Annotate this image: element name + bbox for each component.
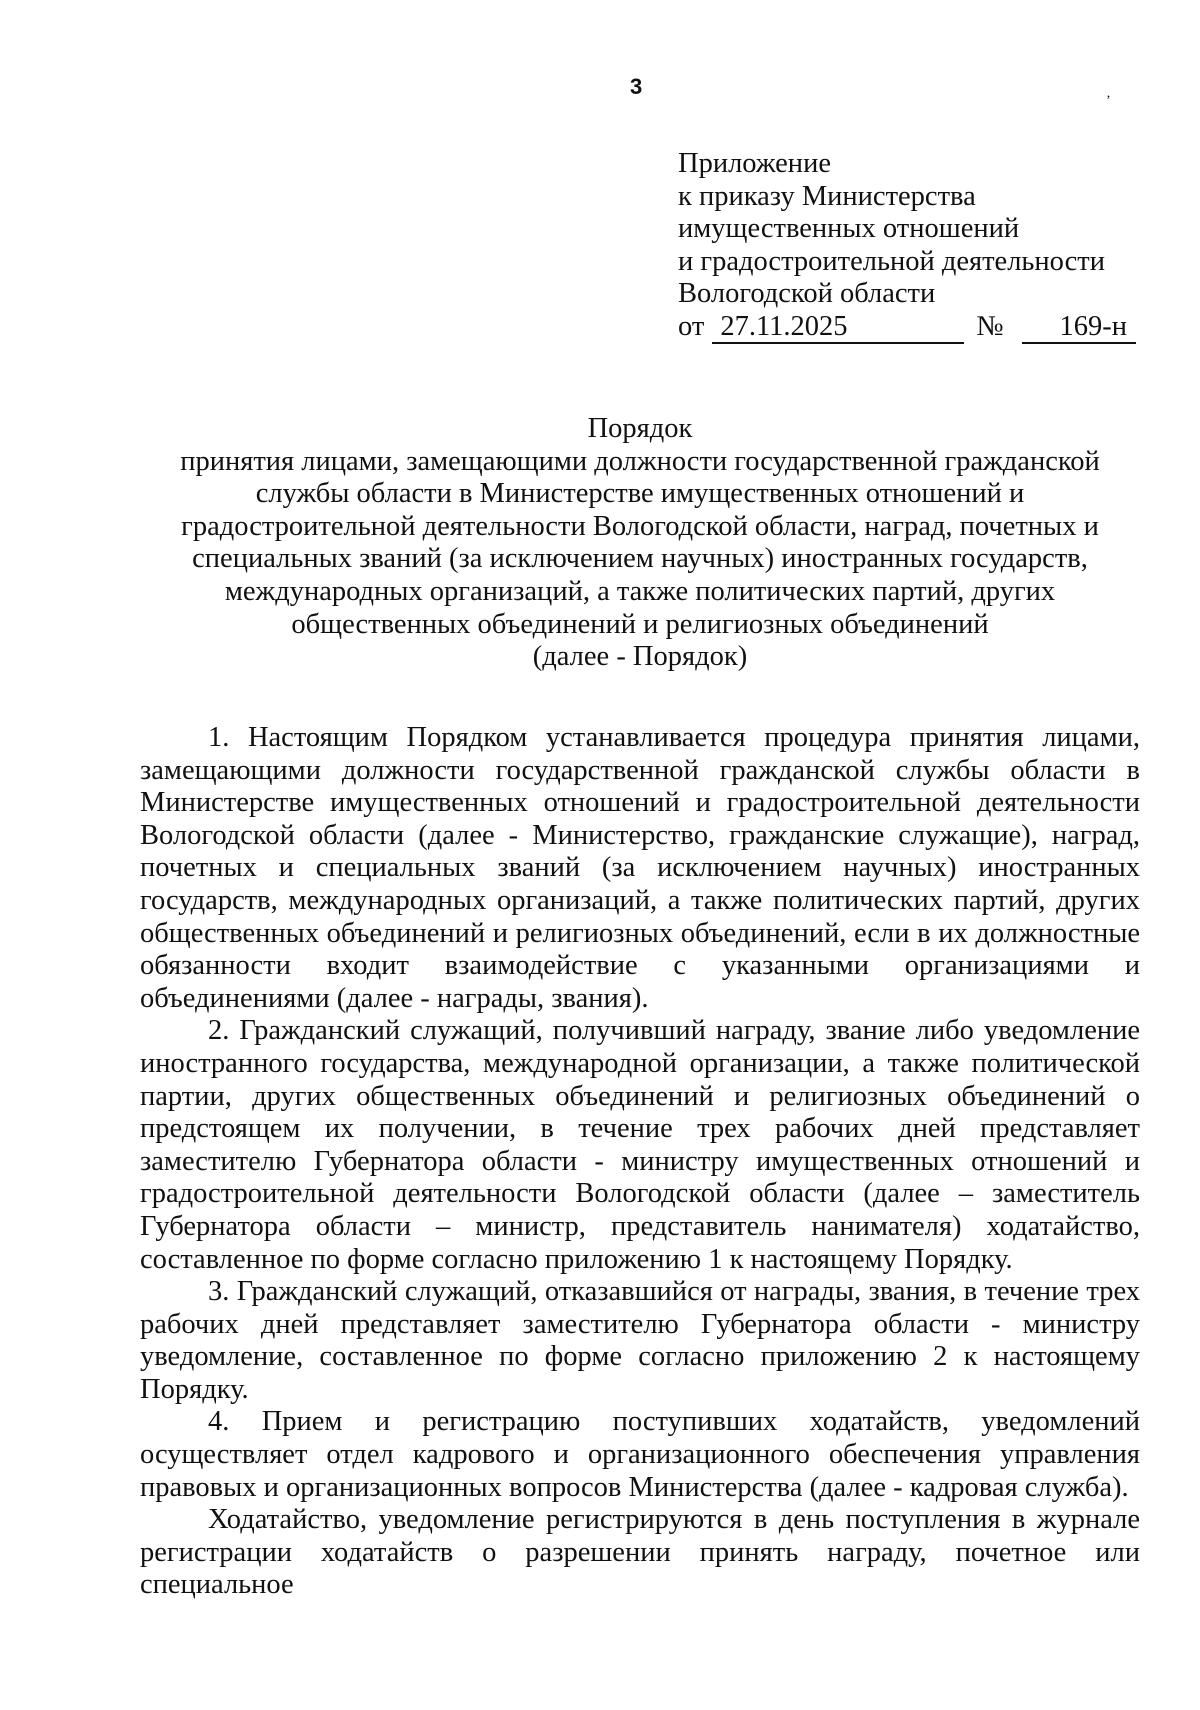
- paragraph-4: 4. Прием и регистрацию поступивших ходатайств, уведомлений осуществляет отдел кадрового и организационного обеспечения управления правовых и организационных вопросов Министерства (далее - кадровая служба).: [140, 1406, 1140, 1503]
- paragraph-5: Ходатайство, уведомление регистрируются в день поступления в журнале регистрации ходатайств о разрешении принять награду, почетное или специальное: [140, 1504, 1140, 1601]
- paragraph-1: 1. Настоящим Порядком устанавливается процедура принятия лицами, замещающими должности государственной гражданской службы области в Министерстве имущественных отношений и градостроительной деятельности Вологодской области (далее - Министерство, гражданские служащие), наград, почетных и специальных званий (за исключением научных) иностранных государств, международных организаций, а также политических партий, других общественных объединений и религиозных объединений, если в их должностные обязанности входит взаимодействие с указанными организациями и объединениями (далее - награды, звания).: [140, 722, 1140, 1014]
- order-number: 169-н: [1022, 312, 1136, 344]
- title-line: принятия лицами, замещающими должности государственной гражданской: [180, 445, 1100, 477]
- appendix-line: Приложение: [678, 148, 831, 179]
- appendix-line: Вологодской области: [678, 278, 936, 309]
- title-line: градостроительной деятельности Вологодской области, наград, почетных и: [181, 510, 1099, 542]
- paragraph-3: 3. Гражданский служащий, отказавшийся от награды, звания, в течение трех рабочих дней представляет заместителю Губернатора области - министру уведомление, составленное по форме согласно приложению 2 к настоящему Порядку.: [140, 1276, 1140, 1405]
- title-line: международных организаций, а также политических партий, других: [224, 575, 1056, 607]
- title-line: (далее - Порядок): [532, 641, 748, 673]
- title-heading: Порядок: [587, 413, 693, 444]
- date-prefix: от: [678, 310, 705, 342]
- order-date: 27.11.2025: [712, 312, 964, 344]
- appendix-line: и градостроительной деятельности: [678, 245, 1105, 277]
- paragraph-2: 2. Гражданский служащий, получивший награду, звание либо уведомление иностранного государства, международной организации, а также политической партии, других общественных объединений и религиозных объединений о предстоящем их получении, в течение трех рабочих дней представляет заместителю Губернатора области - министру имущественных отношений и градостроительной деятельности Вологодской области (далее – заместитель Губернатора области – министр, представитель нанимателя) ходатайство, составленное по форме согласно приложению 1 к настоящему Порядку.: [140, 1015, 1140, 1275]
- page-number: 3: [630, 74, 643, 99]
- title-line: общественных объединений и религиозных объединений: [291, 608, 989, 640]
- appendix-line: к приказу Министерства: [678, 180, 976, 212]
- number-label: №: [976, 310, 1004, 342]
- title-line: службы области в Министерстве имущественных отношений и: [255, 478, 1025, 510]
- appendix-block: [678, 148, 1158, 344]
- title-line: специальных званий (за исключением научных) иностранных государств,: [192, 543, 1088, 575]
- document-title: [140, 413, 1140, 674]
- order-date-number-row: [678, 311, 1158, 344]
- scan-mark: ‚: [1106, 86, 1111, 101]
- document-body: [140, 722, 1140, 1602]
- appendix-line: имущественных отношений: [678, 213, 1020, 244]
